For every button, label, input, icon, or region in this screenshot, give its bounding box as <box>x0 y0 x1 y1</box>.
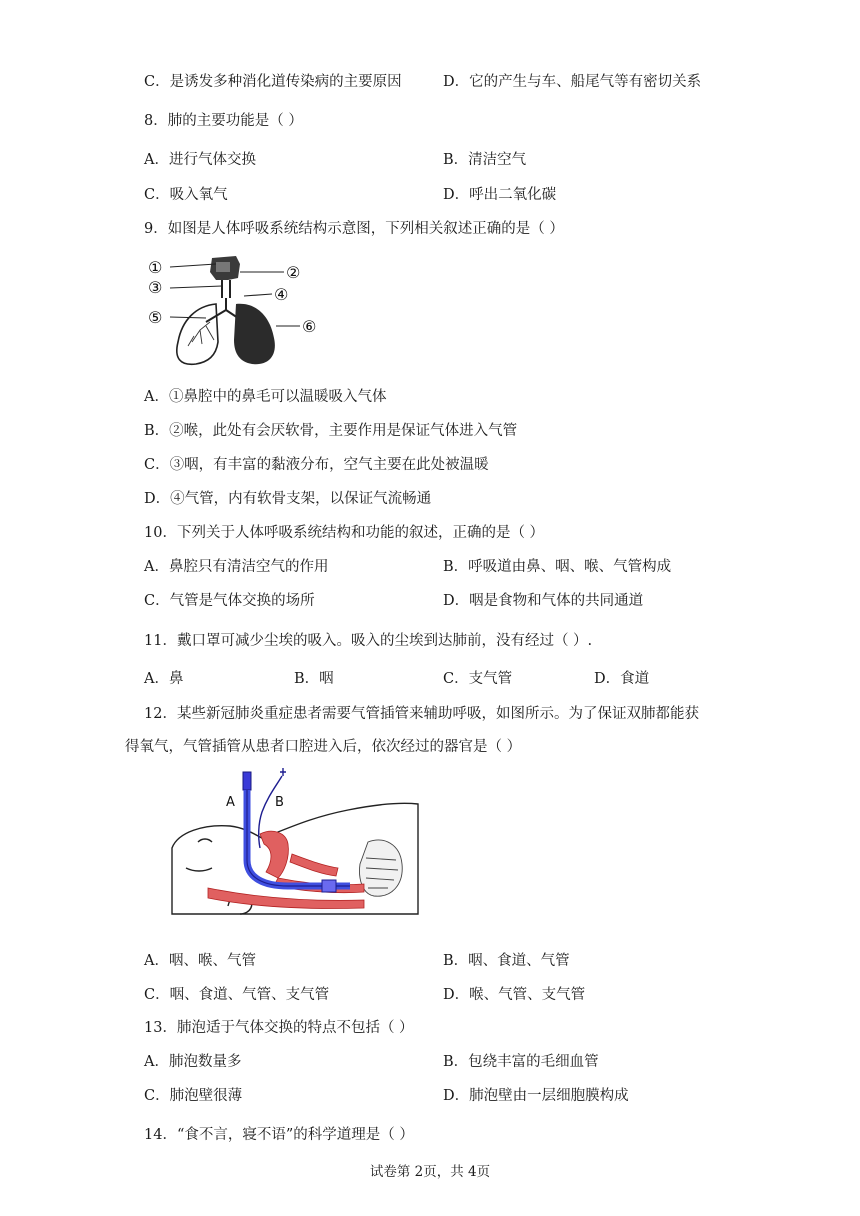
label-a: A <box>226 795 235 810</box>
q7-option-d: D．它的产生与车、船尾气等有密切关系 <box>443 74 702 90</box>
q12-stem-line2: 得氧气，气管插管从患者口腔进入后，依次经过的器官是（ ） <box>125 739 522 755</box>
q13-option-d: D．肺泡壁由一层细胞膜构成 <box>443 1088 629 1104</box>
q11-option-b: B．咽 <box>294 671 334 687</box>
lung-sketch <box>360 840 403 896</box>
q10-option-c: C．气管是气体交换的场所 <box>144 593 315 609</box>
q11-stem: 11．戴口罩可减少尘埃的吸入。吸入的尘埃到达肺前，没有经过（ ）. <box>144 633 593 649</box>
q10-option-d: D．咽是食物和气体的共同通道 <box>443 593 644 609</box>
q9-option-b: B．②喉，此处有会厌软骨，主要作用是保证气体进入气管 <box>144 423 518 439</box>
q12-option-c: C．咽、食道、气管、支气管 <box>144 987 330 1003</box>
q9-stem: 9．如图是人体呼吸系统结构示意图，下列相关叙述正确的是（ ） <box>144 221 564 237</box>
q12-option-a: A．咽、喉、气管 <box>144 953 256 969</box>
q13-option-a: A．肺泡数量多 <box>144 1054 242 1070</box>
q8-option-d: D．呼出二氧化碳 <box>443 187 557 203</box>
q8-option-a: A．进行气体交换 <box>144 152 256 168</box>
q8-option-c: C．吸入氧气 <box>144 187 228 203</box>
q14-stem: 14．“食不言，寝不语”的科学道理是（ ） <box>144 1127 414 1143</box>
q13-option-c: C．肺泡壁很薄 <box>144 1088 243 1104</box>
q11-option-c: C．支气管 <box>443 671 513 687</box>
q10-stem: 10．下列关于人体呼吸系统结构和功能的叙述，正确的是（ ） <box>144 525 545 541</box>
label-1: ① <box>148 258 163 277</box>
label-6: ⑥ <box>302 317 317 336</box>
page-footer: 试卷第 2页，共 4页 <box>369 1164 491 1180</box>
label-5: ⑤ <box>148 308 163 327</box>
q11-option-d: D．食道 <box>594 671 650 687</box>
right-lung-shape <box>234 304 275 364</box>
nasal-cavity-shape <box>210 256 240 280</box>
q13-option-b: B．包绕丰富的毛细血管 <box>443 1054 599 1070</box>
label-2: ② <box>286 263 301 282</box>
q13-stem: 13．肺泡适于气体交换的特点不包括（ ） <box>144 1020 414 1036</box>
q11-option-a: A．鼻 <box>144 671 184 687</box>
q12-stem-line1: 12．某些新冠肺炎重症患者需要气管插管来辅助呼吸，如图所示。为了保证双肺都能获 <box>144 706 699 722</box>
q9-option-d: D．④气管，内有软骨支架，以保证气流畅通 <box>144 491 432 507</box>
q10-option-a: A．鼻腔只有清洁空气的作用 <box>144 559 329 575</box>
label-4: ④ <box>274 285 289 304</box>
q8-stem: 8．肺的主要功能是（ ） <box>144 113 303 129</box>
trachea-shape <box>222 280 230 298</box>
respiratory-system-figure <box>144 250 329 372</box>
q10-option-b: B．呼吸道由鼻、咽、喉、气管构成 <box>443 559 672 575</box>
q8-option-b: B．清洁空气 <box>443 152 527 168</box>
q12-option-b: B．咽、食道、气管 <box>443 953 570 969</box>
q9-option-a: A．①鼻腔中的鼻毛可以温暖吸入气体 <box>144 389 387 405</box>
q7-option-c: C．是诱发多种消化道传染病的主要原因 <box>144 74 402 90</box>
q9-option-c: C．③咽，有丰富的黏液分布，空气主要在此处被温暖 <box>144 457 489 473</box>
intubation-figure <box>168 768 450 926</box>
left-lung-shape <box>177 304 218 364</box>
airway-tissue <box>208 831 364 908</box>
label-3: ③ <box>148 278 163 297</box>
q12-option-d: D．喉、气管、支气管 <box>443 987 586 1003</box>
label-b: B <box>275 795 284 810</box>
